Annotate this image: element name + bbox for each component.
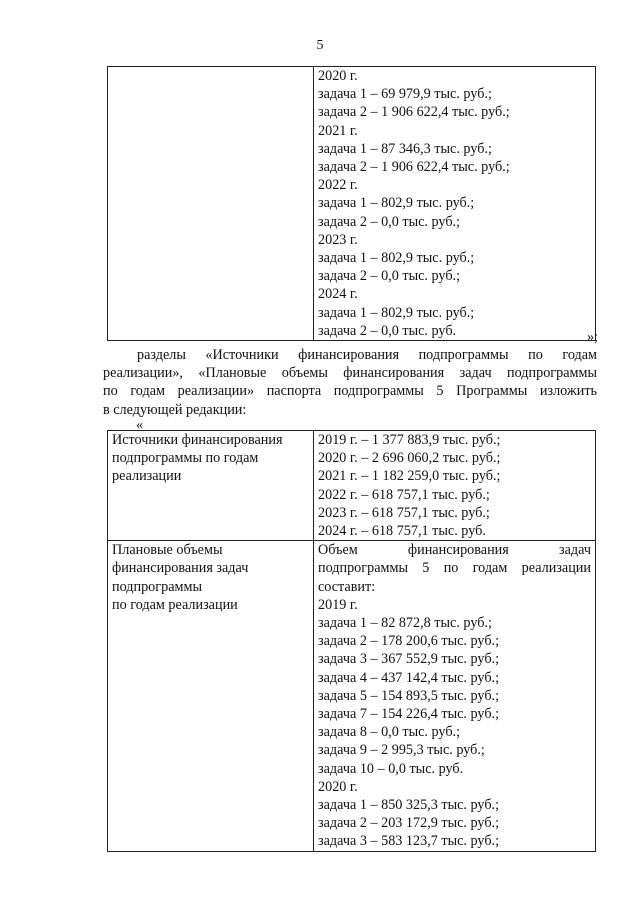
paragraph-line: разделы «Источники финансирования подпрограммы по годам	[137, 347, 597, 363]
text-line: задача 2 – 0,0 тыс. руб.;	[318, 268, 461, 285]
text-line: задача 3 – 583 123,7 тыс. руб.;	[318, 833, 500, 850]
text-line: Плановые объемы	[112, 542, 223, 559]
table-cell-planned-volumes-label	[108, 541, 314, 851]
text-line: 2024 г. – 618 757,1 тыс. руб.	[318, 523, 486, 540]
bottom-table	[107, 430, 596, 852]
text-line: задача 3 – 367 552,9 тыс. руб.;	[318, 651, 500, 668]
text-line: подпрограммы 5 по годам реализации	[318, 560, 591, 577]
text-line: задача 1 – 802,9 тыс. руб.;	[318, 250, 475, 267]
text-line: задача 2 – 178 200,6 тыс. руб.;	[318, 633, 500, 650]
text-line: Объем финансирования задач	[318, 542, 591, 559]
table-cell-funding-sources-values	[314, 431, 596, 541]
text-line: 2023 г. – 618 757,1 тыс. руб.;	[318, 504, 490, 521]
table-row	[108, 67, 596, 341]
text-line: задача 1 – 802,9 тыс. руб.;	[318, 304, 475, 321]
amendment-paragraph	[103, 346, 597, 419]
table-cell-funding-sources-label	[108, 431, 314, 541]
table-cell-planned-volumes-values	[314, 541, 596, 851]
text-line: задача 1 – 802,9 тыс. руб.;	[318, 195, 475, 212]
table-row	[108, 541, 596, 851]
text-line: 2023 г.	[318, 231, 358, 248]
text-line: 2022 г.	[318, 177, 358, 194]
text-line: 2022 г. – 618 757,1 тыс. руб.;	[318, 486, 490, 503]
text-line: задача 5 – 154 893,5 тыс. руб.;	[318, 687, 500, 704]
text-line: 2020 г.	[318, 778, 358, 795]
page-number: 5	[316, 38, 324, 53]
text-line: задача 2 – 1 906 622,4 тыс. руб.;	[318, 104, 510, 121]
table-row	[108, 431, 596, 541]
text-line: задача 1 – 87 346,3 тыс. руб.;	[318, 140, 492, 157]
text-line: задача 2 – 203 172,9 тыс. руб.;	[318, 815, 500, 832]
text-line: задача 1 – 69 979,9 тыс. руб.;	[318, 86, 492, 103]
text-line: 2021 г.	[318, 122, 358, 139]
text-line: финансирования задач	[112, 560, 249, 577]
paragraph-line: в следующей редакции:	[103, 401, 247, 418]
text-line: задача 9 – 2 995,3 тыс. руб.;	[318, 742, 485, 759]
paragraph-line: по годам реализации» паспорта подпрограммы 5 Программы изложить	[103, 383, 597, 400]
text-line: задача 1 – 82 872,8 тыс. руб.;	[318, 615, 492, 632]
paragraph-line: реализации», «Плановые объемы финансирования задач подпрограммы	[103, 365, 597, 382]
text-line: задача 8 – 0,0 тыс. руб.;	[318, 724, 461, 741]
text-line: составит:	[318, 578, 376, 595]
opening-quote: «	[136, 417, 144, 433]
text-line: по годам реализации	[112, 596, 238, 613]
closing-quote: »;	[586, 329, 598, 345]
top-table	[107, 66, 596, 341]
text-line: задача 2 – 0,0 тыс. руб.	[318, 322, 457, 339]
table-cell-funding-by-task	[314, 67, 596, 341]
text-line: Источники финансирования	[112, 432, 283, 448]
text-line: 2020 г.	[318, 68, 358, 84]
text-line: задача 7 – 154 226,4 тыс. руб.;	[318, 706, 500, 723]
text-line: подпрограммы	[112, 578, 202, 595]
text-line: 2019 г. – 1 377 883,9 тыс. руб.;	[318, 432, 501, 448]
table-cell-empty	[108, 67, 314, 341]
text-line: задача 2 – 0,0 тыс. руб.;	[318, 213, 461, 230]
text-line: 2020 г. – 2 696 060,2 тыс. руб.;	[318, 450, 501, 467]
text-line: подпрограммы по годам	[112, 450, 259, 467]
text-line: 2024 г.	[318, 286, 358, 303]
text-line: 2021 г. – 1 182 259,0 тыс. руб.;	[318, 468, 501, 485]
text-line: задача 1 – 850 325,3 тыс. руб.;	[318, 797, 500, 814]
text-line: задача 2 – 1 906 622,4 тыс. руб.;	[318, 159, 510, 176]
text-line: задача 4 – 437 142,4 тыс. руб.;	[318, 669, 500, 686]
text-line: задача 10 – 0,0 тыс. руб.	[318, 760, 464, 777]
text-line: реализации	[112, 468, 182, 485]
text-line: 2019 г.	[318, 596, 358, 613]
